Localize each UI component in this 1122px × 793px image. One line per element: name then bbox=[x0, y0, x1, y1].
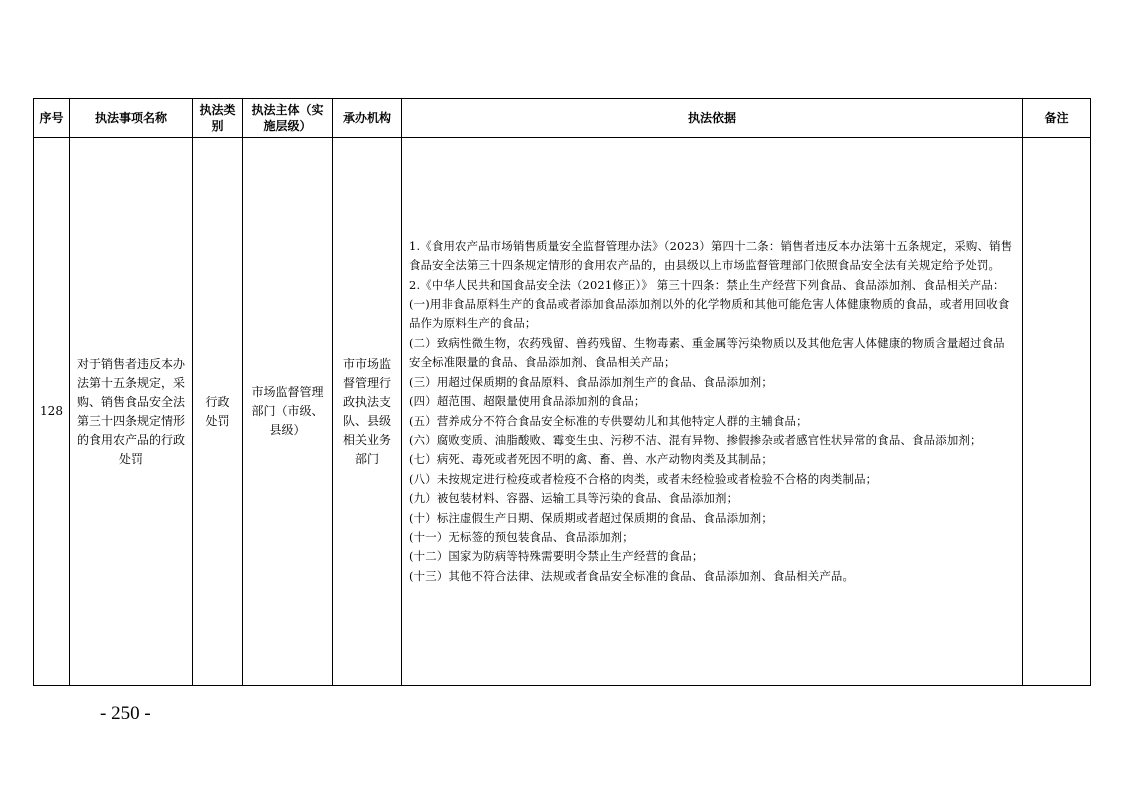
basis-line: (一)用非食品原料生产的食品或者添加食品添加剂以外的化学物质和其他可能危害人体健康物质的食品，或者用回收食品作为原料生产的食品； bbox=[409, 297, 1010, 331]
table-row bbox=[34, 138, 1091, 686]
header-subject: 执法主体（实施层级） bbox=[243, 99, 333, 138]
basis-text-block bbox=[402, 237, 1022, 586]
basis-line: (十一）无标签的预包装食品、食品添加剂； bbox=[409, 529, 634, 544]
basis-line: (四）超范围、超限量使用食品添加剂的食品； bbox=[409, 394, 646, 409]
enforcement-table bbox=[33, 98, 1091, 686]
basis-line: (七）病死、毒死或者死因不明的禽、畜、兽、水产动物肉类及其制品； bbox=[409, 452, 773, 467]
basis-line: (十三）其他不符合法律、法规或者食品安全标准的食品、食品添加剂、食品相关产品。 bbox=[409, 568, 855, 583]
table-header-row bbox=[34, 99, 1091, 138]
header-index: 序号 bbox=[34, 99, 70, 138]
header-category: 执法类别 bbox=[193, 99, 243, 138]
header-remark: 备注 bbox=[1023, 99, 1091, 138]
basis-line: (十）标注虚假生产日期、保质期或者超过保质期的食品、食品添加剂； bbox=[409, 510, 773, 525]
row-index: 128 bbox=[34, 138, 70, 686]
row-subject: 市场监督管理部门（市级、县级） bbox=[243, 138, 333, 686]
basis-line: (三）用超过保质期的食品原料、食品添加剂生产的食品、食品添加剂； bbox=[409, 374, 773, 389]
basis-line: (二）致病性微生物，农药残留、兽药残留、生物毒素、重金属等污染物质以及其他危害人体健康的物质含量超过食品安全标准限量的食品、食品添加剂、食品相关产品； bbox=[409, 335, 1005, 370]
row-category: 行政处罚 bbox=[193, 138, 243, 686]
basis-line: 1.《食用农产品市场销售质量安全监督管理办法》（2023）第四十二条：销售者违反本办法第十五条规定，采购、销售食品安全法第三十四条规定情形的食用农产品的，由县级以上市场监督管理部门依照食品安全法有关规定给予处罚。 bbox=[409, 238, 1013, 273]
row-remark bbox=[1023, 138, 1091, 686]
row-agency: 市市场监督管理行政执法支队、县级相关业务部门 bbox=[333, 138, 402, 686]
basis-line: (十二）国家为防病等特殊需要明令禁止生产经营的食品； bbox=[409, 549, 704, 564]
basis-line: (九）被包装材料、容器、运输工具等污染的食品、食品添加剂； bbox=[409, 491, 739, 506]
page-number: - 250 - bbox=[100, 703, 151, 724]
basis-line: (六）腐败变质、油脂酸败、霉变生虫、污秽不洁、混有异物、掺假掺杂或者感官性状异常的食品、食品添加剂； bbox=[409, 432, 982, 447]
header-item-name: 执法事项名称 bbox=[70, 99, 193, 138]
basis-line: 2.《中华人民共和国食品安全法（2021修正）》 第三十四条：禁止生产经营下列食品、食品添加剂、食品相关产品： bbox=[409, 277, 1005, 292]
row-basis bbox=[402, 138, 1023, 686]
basis-line: (八）未按规定进行检疫或者检疫不合格的肉类，或者未经检验或者检验不合格的肉类制品； bbox=[409, 471, 878, 486]
row-item-name: 对于销售者违反本办法第十五条规定，采购、销售食品安全法第三十四条规定情形的食用农产品的行政处罚 bbox=[70, 138, 193, 686]
header-basis: 执法依据 bbox=[402, 99, 1023, 138]
basis-line: (五）营养成分不符合食品安全标准的专供婴幼儿和其他特定人群的主辅食品； bbox=[409, 413, 808, 428]
header-agency: 承办机构 bbox=[333, 99, 402, 138]
